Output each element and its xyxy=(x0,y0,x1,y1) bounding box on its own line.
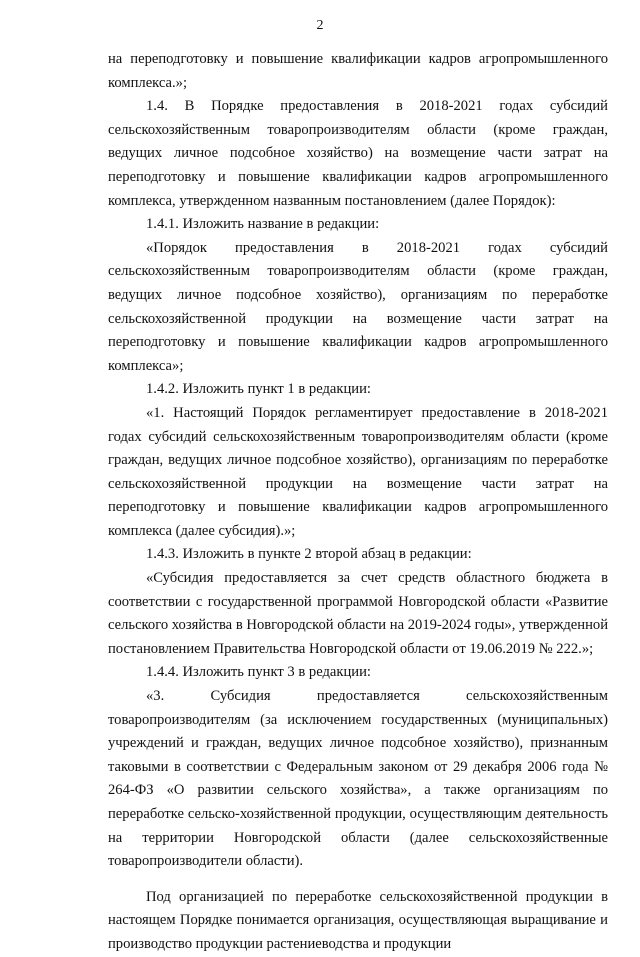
paragraph-item-1-4-4: 1.4.4. Изложить пункт 3 в редакции: xyxy=(146,664,371,681)
paragraph-item-1-4-3: 1.4.3. Изложить в пункте 2 второй абзац в редакции: xyxy=(146,546,472,563)
paragraph-item-1-4-1: 1.4.1. Изложить название в редакции: xyxy=(146,216,380,233)
paragraph-quoted-title: «Порядок предоставления в 2018-2021 годах субсидий сельскохозяйственным товаропроизводителям области (кроме граждан, ведущих личное подсобное хозяйство), организациям по переработке сельскохозяйственной продукции на возмещение части затрат на переподготовку и повышение квалификации кадров агропромышленного комплекса»; xyxy=(108,239,608,374)
paragraph-item-1-4-2: 1.4.2. Изложить пункт 1 в редакции: xyxy=(146,381,371,398)
document-body xyxy=(108,48,608,957)
paragraph-continuation: на переподготовку и повышение квалификации кадров агропромышленного комплекса.»; xyxy=(108,51,608,91)
paragraph-quoted-point-2: «Субсидия предоставляется за счет средств областного бюджета в соответствии с государственной программой Новгородской области «Развитие сельского хозяйства в Новгородской области на 2019-2024 годы», утвержденной постановлением Правительства Новгородской области от 19.06.2019 № 222.»; xyxy=(108,570,608,657)
paragraph-quoted-point-1: «1. Настоящий Порядок регламентирует предоставление в 2018-2021 годах субсидий сельскохозяйственным товаропроизводителям области (кроме граждан, ведущих личное подсобное хозяйство), организациям по переработке сельскохозяйственной продукции на возмещение части затрат на переподготовку и повышение квалификации кадров агропромышленного комплекса (далее субсидия).»; xyxy=(108,404,608,539)
page-number: 2 xyxy=(316,18,324,33)
paragraph-definition: Под организацией по переработке сельскохозяйственной продукции в настоящем Порядке понимается организация, осуществляющая выращивание и производство продукции растениеводства и продукции xyxy=(108,888,608,952)
paragraph-item-1-4: 1.4. В Порядке предоставления в 2018-2021 годах субсидий сельскохозяйственным товаропроизводителям области (кроме граждан, ведущих личное подсобное хозяйство) на возмещение части затрат на переподготовку и повышение квалификации кадров агропромышленного комплекса, утвержденном названным постановлением (далее Порядок): xyxy=(108,98,608,209)
paragraph-quoted-point-3: «3. Субсидия предоставляется сельскохозяйственным товаропроизводителям (за исключением государственных (муниципальных) учреждений и граждан, ведущих личное подсобное хозяйство), признанным таковыми в соответствии с Федеральным законом от 29 декабря 2006 года № 264-ФЗ «О развитии сельского хозяйства», а также организациям по переработке сельско-хозяйственной продукции, осуществляющим деятельность на территории Новгородской области (далее сельскохозяйственные товаропроизводители области). xyxy=(108,688,608,870)
